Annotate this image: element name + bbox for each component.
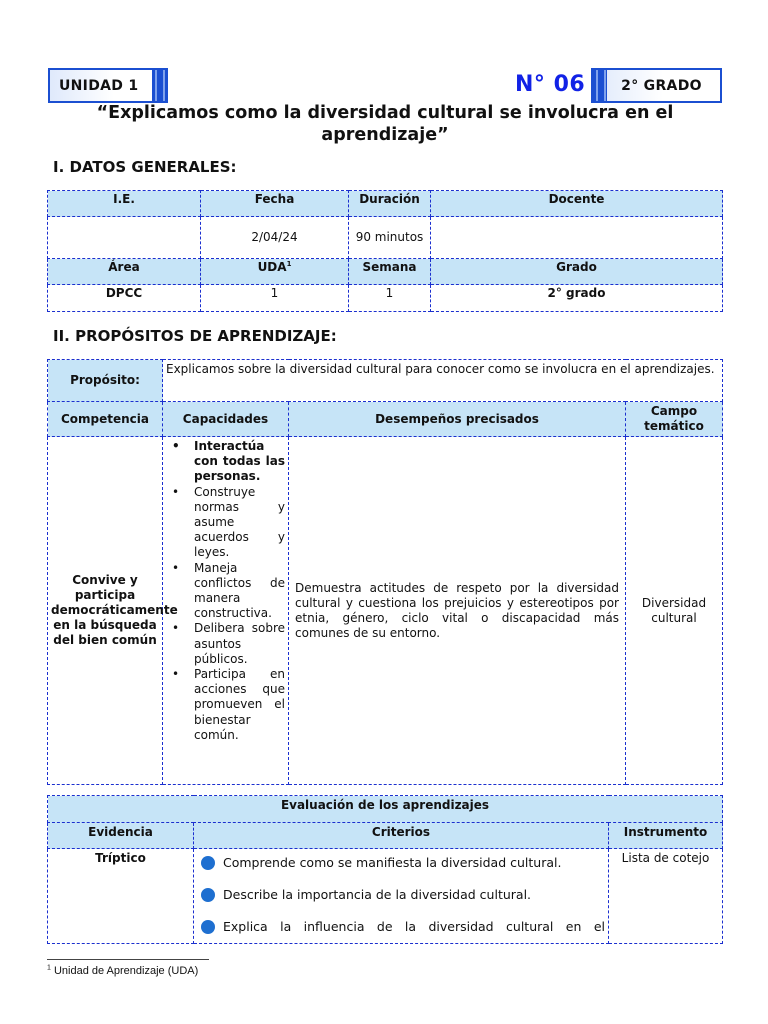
- header-instrumento: Instrumento: [609, 823, 723, 849]
- evaluacion-table: [47, 795, 723, 944]
- header-docente: Docente: [431, 191, 723, 217]
- table-row: [48, 437, 723, 785]
- proposito-text: Explicamos sobre la diversidad cultural para conocer como se involucra en el aprendizajes.: [163, 360, 723, 402]
- header-criterios: Criterios: [194, 823, 609, 849]
- header-area: Área: [48, 259, 201, 285]
- list-item: [201, 887, 605, 902]
- section-heading-propositos: II. PROPÓSITOS DE APRENDIZAJE:: [53, 327, 337, 345]
- instrumento-text: Lista de cotejo: [609, 849, 723, 944]
- list-item: [201, 919, 605, 934]
- table-row: [48, 849, 723, 944]
- bullet-icon: •: [172, 484, 180, 499]
- value-ie: [48, 217, 201, 259]
- bullet-icon: •: [172, 667, 180, 682]
- value-duracion: 90 minutos: [349, 217, 431, 259]
- badge-stripe: [152, 70, 166, 101]
- header-uda: [201, 259, 349, 285]
- table-row: [48, 796, 723, 823]
- bullet-dot-icon: [201, 888, 215, 902]
- datos-generales-table: [47, 190, 723, 312]
- campo-tematico-text: Diversidad cultural: [626, 437, 723, 785]
- value-semana: 1: [349, 285, 431, 312]
- grado-badge: [591, 68, 722, 103]
- value-grado: 2° grado: [431, 285, 723, 312]
- value-docente: [431, 217, 723, 259]
- list-item: [166, 561, 285, 622]
- header-competencia: Competencia: [48, 402, 163, 437]
- competencia-text: Convive y participa democráticamente en la búsqueda del bien común: [48, 437, 163, 785]
- header-desempenos: Desempeños precisados: [289, 402, 626, 437]
- header-duracion: Duración: [349, 191, 431, 217]
- capacidades-list: [163, 437, 289, 785]
- bullet-dot-icon: [201, 920, 215, 934]
- table-row: [48, 823, 723, 849]
- header-fecha: Fecha: [201, 191, 349, 217]
- badge-stripe: [593, 70, 607, 101]
- header-capacidades: Capacidades: [163, 402, 289, 437]
- unidad-label: UNIDAD 1: [59, 77, 139, 94]
- criterio-text: Comprende como se manifiesta la diversidad cultural.: [223, 855, 562, 870]
- footnote-text: Unidad de Aprendizaje (UDA): [50, 965, 199, 977]
- value-area: DPCC: [48, 285, 201, 312]
- session-number: N° 06: [515, 72, 586, 97]
- list-item: [201, 855, 605, 870]
- header-grado: Grado: [431, 259, 723, 285]
- criterio-text: Explica la influencia de la diversidad cultural en el: [223, 919, 605, 934]
- capacidad-text: Delibera sobre asuntos públicos.: [194, 621, 285, 666]
- list-item: [166, 621, 285, 667]
- bullet-icon: •: [172, 621, 180, 636]
- capacidad-text: Interactúa con todas las personas.: [194, 439, 285, 484]
- list-item: [166, 439, 285, 485]
- table-row: [48, 285, 723, 312]
- footnote-ref: 1: [286, 260, 292, 268]
- table-row: [48, 191, 723, 217]
- table-row: [48, 360, 723, 402]
- page-title: “Explicamos como la diversidad cultural se involucra en el aprendizaje”: [96, 103, 674, 145]
- table-row: [48, 402, 723, 437]
- proposito-label: Propósito:: [48, 360, 163, 402]
- desempeno-text: Demuestra actitudes de respeto por la diversidad cultural y cuestiona los prejuicios y estereotipos por etnia, género, ciclo vital o discapacidad más comunes de su entorno.: [289, 437, 626, 785]
- value-uda: 1: [201, 285, 349, 312]
- header-uda-label: UDA: [257, 260, 287, 274]
- grado-label: 2° GRADO: [621, 77, 702, 94]
- propositos-table: [47, 359, 723, 785]
- criterios-list: [194, 849, 609, 944]
- capacidad-text: Maneja conflictos de manera constructiva.: [194, 560, 285, 621]
- value-fecha: 2/04/24: [201, 217, 349, 259]
- footnote: [47, 965, 198, 977]
- bullet-icon: •: [172, 439, 180, 453]
- footnote-mark: 1: [47, 964, 51, 972]
- evaluacion-title: Evaluación de los aprendizajes: [48, 796, 723, 823]
- table-row: [48, 259, 723, 285]
- bullet-icon: •: [172, 560, 180, 575]
- footnote-divider: [47, 959, 209, 960]
- header-semana: Semana: [349, 259, 431, 285]
- criterio-text: Describe la importancia de la diversidad cultural.: [223, 887, 532, 902]
- bullet-dot-icon: [201, 856, 215, 870]
- capacidad-text: Participa en acciones que promueven el bienestar común.: [194, 667, 285, 742]
- header-campo: Campo temático: [626, 402, 723, 437]
- section-heading-datos: I. DATOS GENERALES:: [53, 158, 237, 176]
- header-ie: I.E.: [48, 191, 201, 217]
- header-evidencia: Evidencia: [48, 823, 194, 849]
- table-row: [48, 217, 723, 259]
- capacidad-text: Construye normas y asume acuerdos y leyes.: [194, 484, 285, 560]
- evidencia-text: Tríptico: [48, 849, 194, 944]
- list-item: [166, 485, 285, 561]
- list-item: [166, 667, 285, 743]
- unidad-badge: [48, 68, 168, 103]
